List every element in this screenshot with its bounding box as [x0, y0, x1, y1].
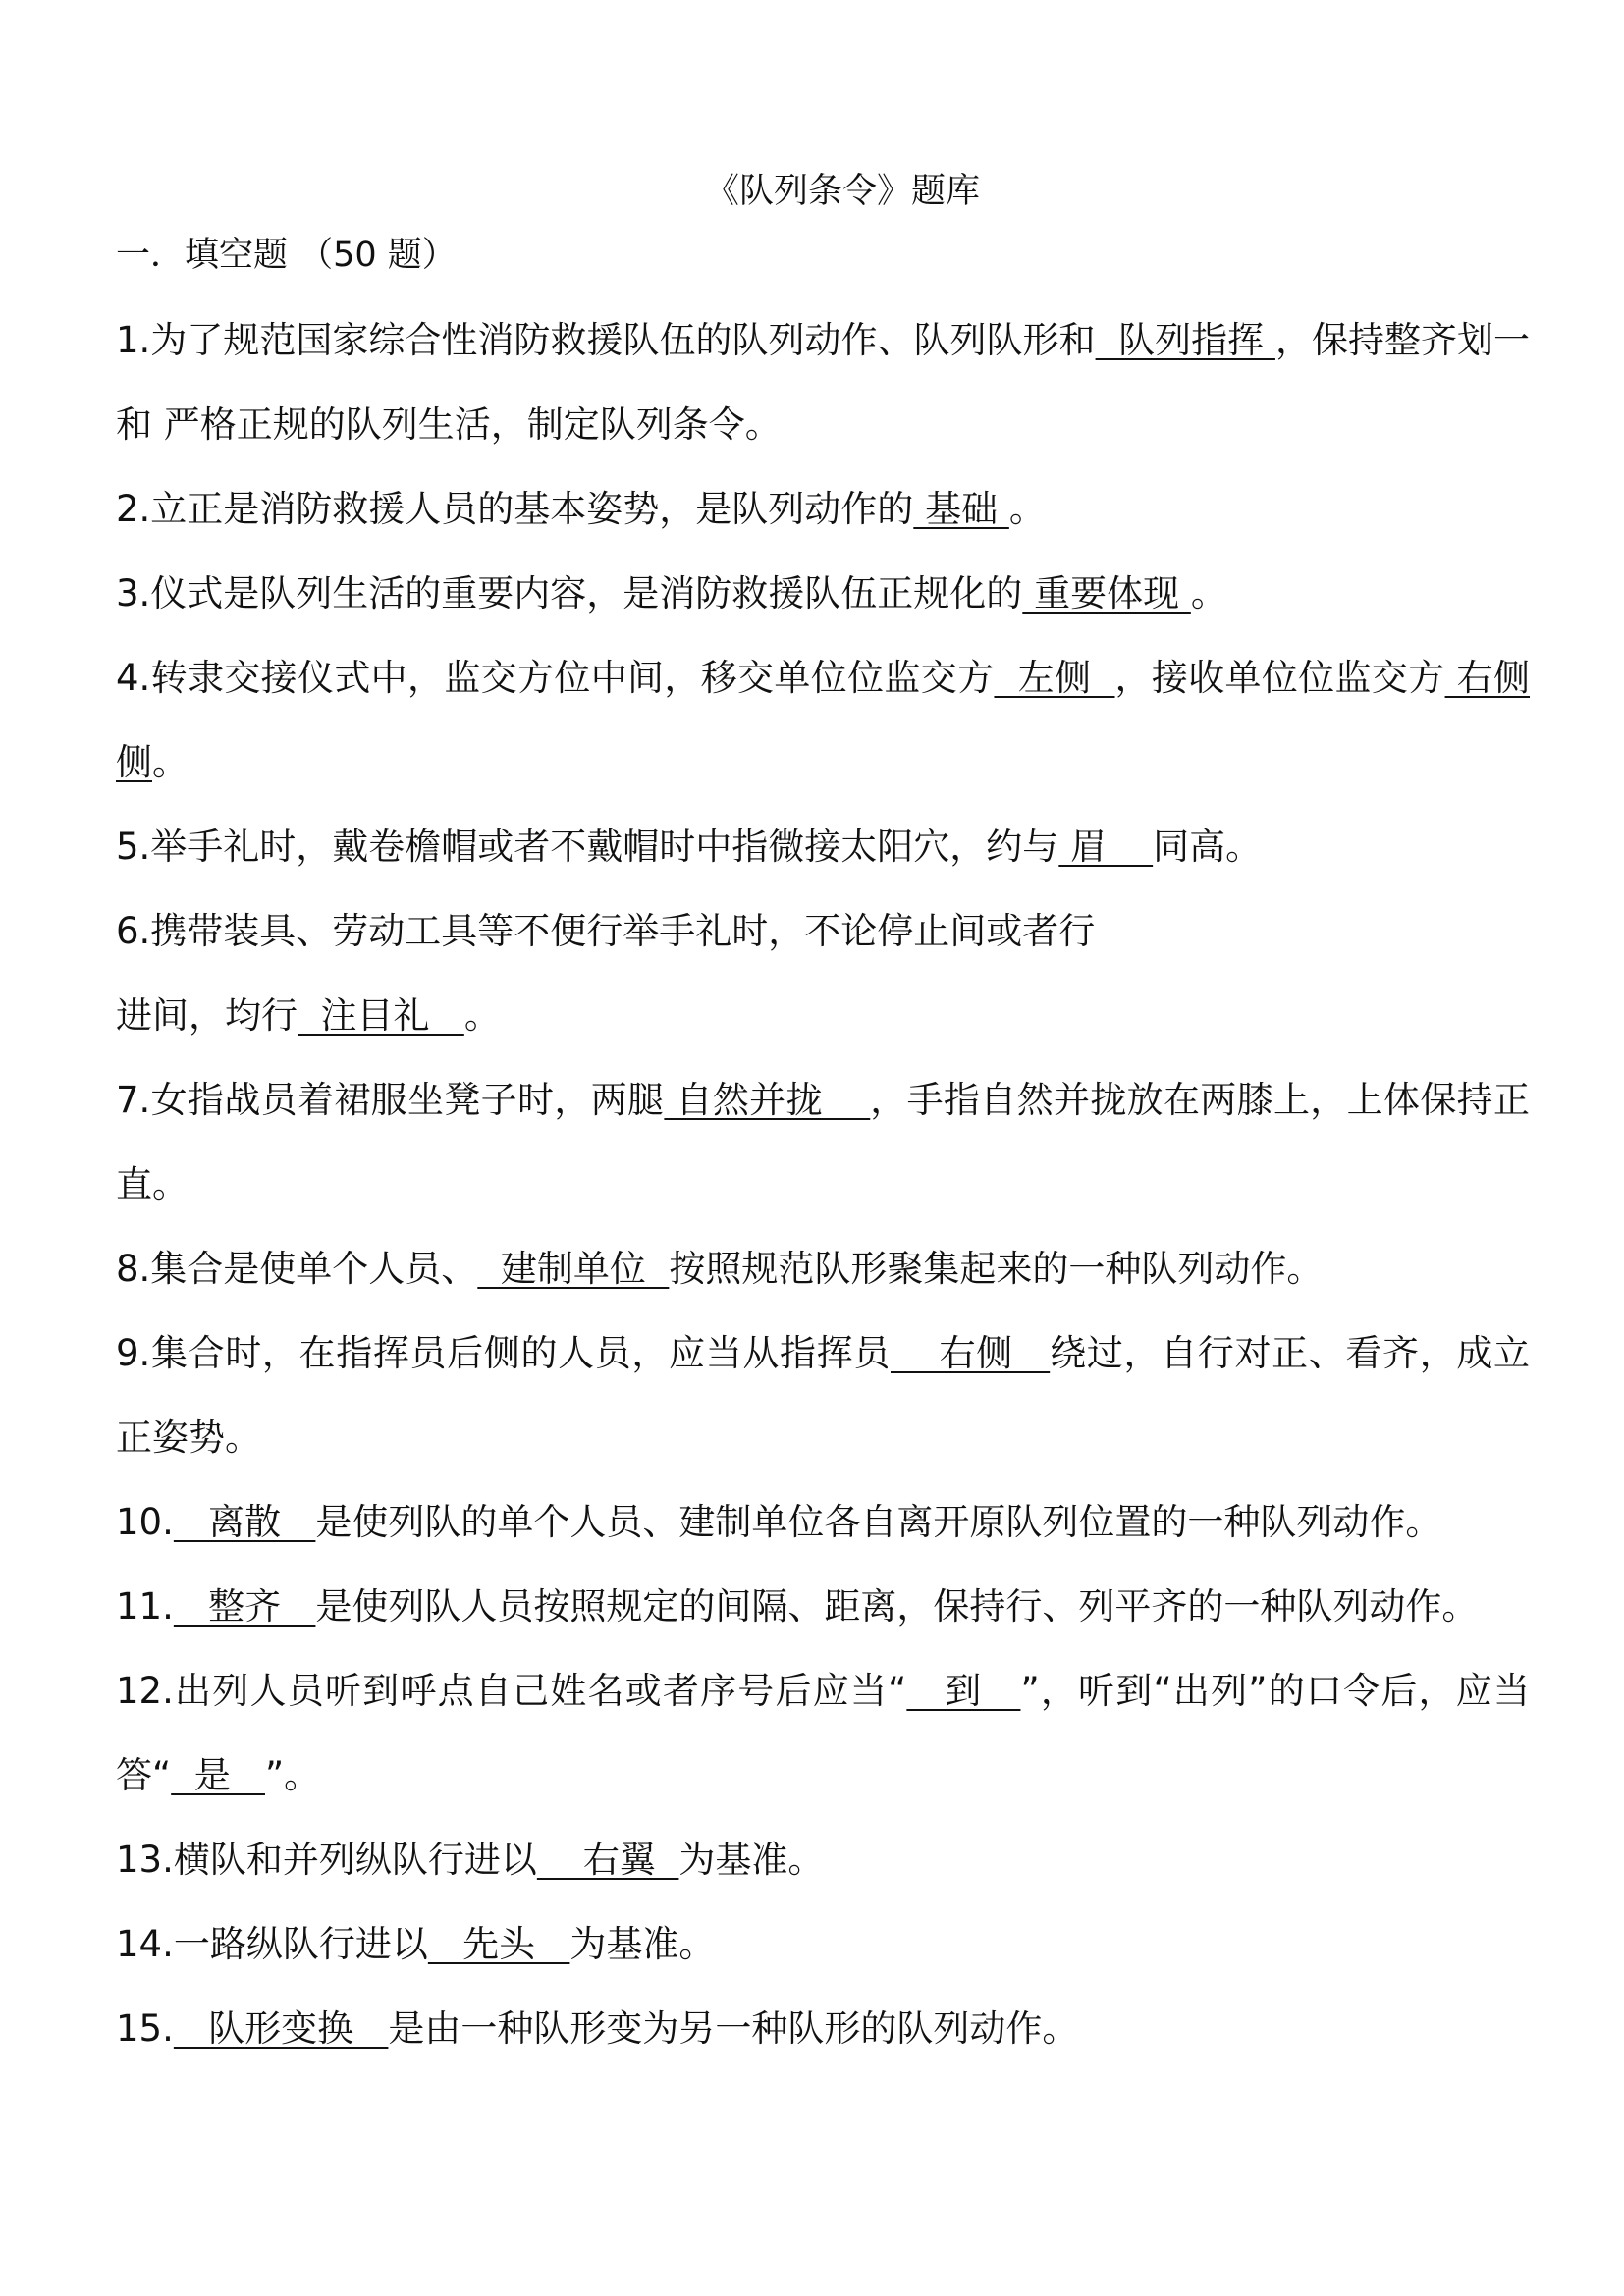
- answer-blank: 离散: [173, 1501, 316, 1543]
- question-8: 8.集合是使单个人员、 建制单位 按照规范队形聚集起来的一种队列动作。: [116, 1248, 1324, 1290]
- answer-blank: 左侧: [994, 657, 1115, 699]
- answer-blank: 基础: [913, 488, 1009, 530]
- answer-blank: 自然并拢: [664, 1079, 871, 1121]
- answer-blank: 到: [906, 1670, 1021, 1712]
- question-9: 9.集合时，在指挥员后侧的人员，应当从指挥员 右侧 绕过，自行对正、看齐，成立正姿势。: [116, 1332, 1530, 1459]
- question-14: 14.一路纵队行进以 先头 为基准。: [116, 1923, 716, 1965]
- answer-blank: 重要体现: [1022, 572, 1191, 614]
- section-heading: 一．填空题 （50 题）: [116, 236, 457, 275]
- question-13: 13.横队和并列纵队行进以 右翼 为基准。: [116, 1839, 825, 1881]
- question-6: 6.携带装具、劳动工具等不便行举手礼时，不论停止间或者行 进间，均行 注目礼 。: [116, 910, 1096, 1037]
- question-1: 1.为了规范国家综合性消防救援队伍的队列动作、队列队形和 队列指挥 ，保持整齐划一和 严格正规的队列生活，制定队列条令。: [116, 319, 1530, 446]
- answer-blank-2: 右侧: [1444, 657, 1531, 699]
- answer-blank: 整齐: [173, 1585, 316, 1628]
- question-12: 12.出列人员听到呼点自己姓名或者序号后应当“ 到 ”，听到“出列”的口令后，应当答“ 是 ”。: [116, 1670, 1530, 1796]
- question-7: 7.女指战员着裙服坐凳子时，两腿 自然并拢 ，手指自然并拢放在两膝上，上体保持正直。: [116, 1079, 1531, 1205]
- question-2: 2.立正是消防救援人员的基本姿势，是队列动作的 基础 。: [116, 488, 1046, 530]
- question-11: 11. 整齐 是使列队人员按照规定的间隔、距离，保持行、列平齐的一种队列动作。: [116, 1585, 1479, 1628]
- answer-blank: 注目礼: [298, 994, 464, 1037]
- answer-blank: 右翼: [536, 1839, 679, 1881]
- answer-blank-2-cont: 侧: [116, 741, 152, 783]
- answer-blank-2: 是: [171, 1754, 265, 1796]
- question-5: 5.举手礼时，戴卷檐帽或者不戴帽时中指微接太阳穴，约与 眉 同高。: [116, 826, 1263, 868]
- answer-blank: 建制单位: [477, 1248, 670, 1290]
- document-page: [116, 157, 1530, 2071]
- document-title: 《队列条令》题库: [704, 172, 980, 211]
- answer-blank: 队列指挥: [1095, 319, 1275, 361]
- question-15: 15. 队形变换 是由一种队形变为另一种队形的队列动作。: [116, 2007, 1079, 2050]
- answer-blank: 眉: [1058, 826, 1154, 868]
- answer-blank: 先头: [427, 1923, 570, 1965]
- question-10: 10. 离散 是使列队的单个人员、建制单位各自离开原队列位置的一种队列动作。: [116, 1501, 1442, 1543]
- question-4: 4.转隶交接仪式中，监交方位中间，移交单位位监交方 左侧 ，接收单位位监交方 右侧侧。: [116, 657, 1531, 783]
- question-3: 3.仪式是队列生活的重要内容，是消防救援队伍正规化的 重要体现 。: [116, 572, 1227, 614]
- answer-blank: 队形变换: [173, 2007, 389, 2050]
- answer-blank: 右侧: [890, 1332, 1051, 1374]
